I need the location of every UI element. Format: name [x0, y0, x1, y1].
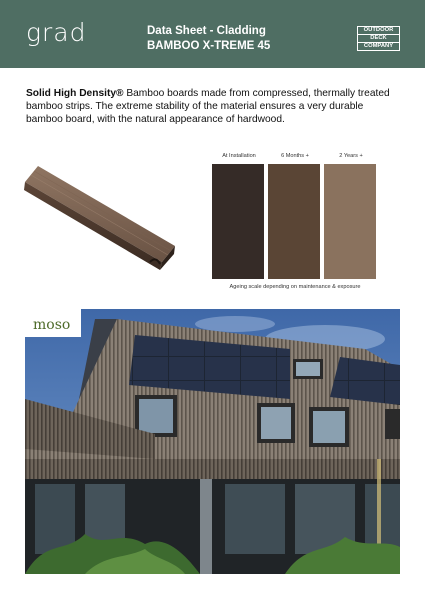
- swatch-installation: [212, 164, 264, 279]
- badge-line-1: OUTDOOR: [358, 27, 399, 35]
- badge-line-3: COMPANY: [363, 43, 394, 49]
- title-line-1: Data Sheet - Cladding: [147, 25, 266, 37]
- page-title: [147, 24, 270, 54]
- header-bar: [0, 0, 425, 68]
- grad-logo: grad: [26, 18, 87, 47]
- description-text: Bamboo boards made from compressed, thermally treated bamboo strips. The extreme stability of the material ensures a very durable bamboo board, with the natural appearance of hardwood.: [26, 88, 390, 125]
- badge-line-2: DECK: [358, 35, 399, 43]
- age-label-6-months: 6 Months +: [281, 153, 309, 159]
- ageing-caption: Ageing scale depending on maintenance & exposure: [229, 284, 361, 290]
- ageing-labels: [212, 153, 378, 163]
- age-label-installation: At Installation: [222, 153, 256, 159]
- description-bold: Solid High Density®: [26, 88, 124, 99]
- swatch-2-years: [324, 164, 376, 279]
- title-line-2: BAMBOO X-TREME 45: [147, 40, 271, 52]
- moso-logo: moso: [33, 317, 71, 333]
- building-photo: [25, 309, 400, 574]
- product-description: [26, 87, 401, 126]
- outdoor-deck-company-logo: [357, 26, 400, 51]
- swatch-6-months: [268, 164, 320, 279]
- age-label-2-years: 2 Years +: [339, 153, 363, 159]
- bamboo-board-image: [22, 160, 177, 275]
